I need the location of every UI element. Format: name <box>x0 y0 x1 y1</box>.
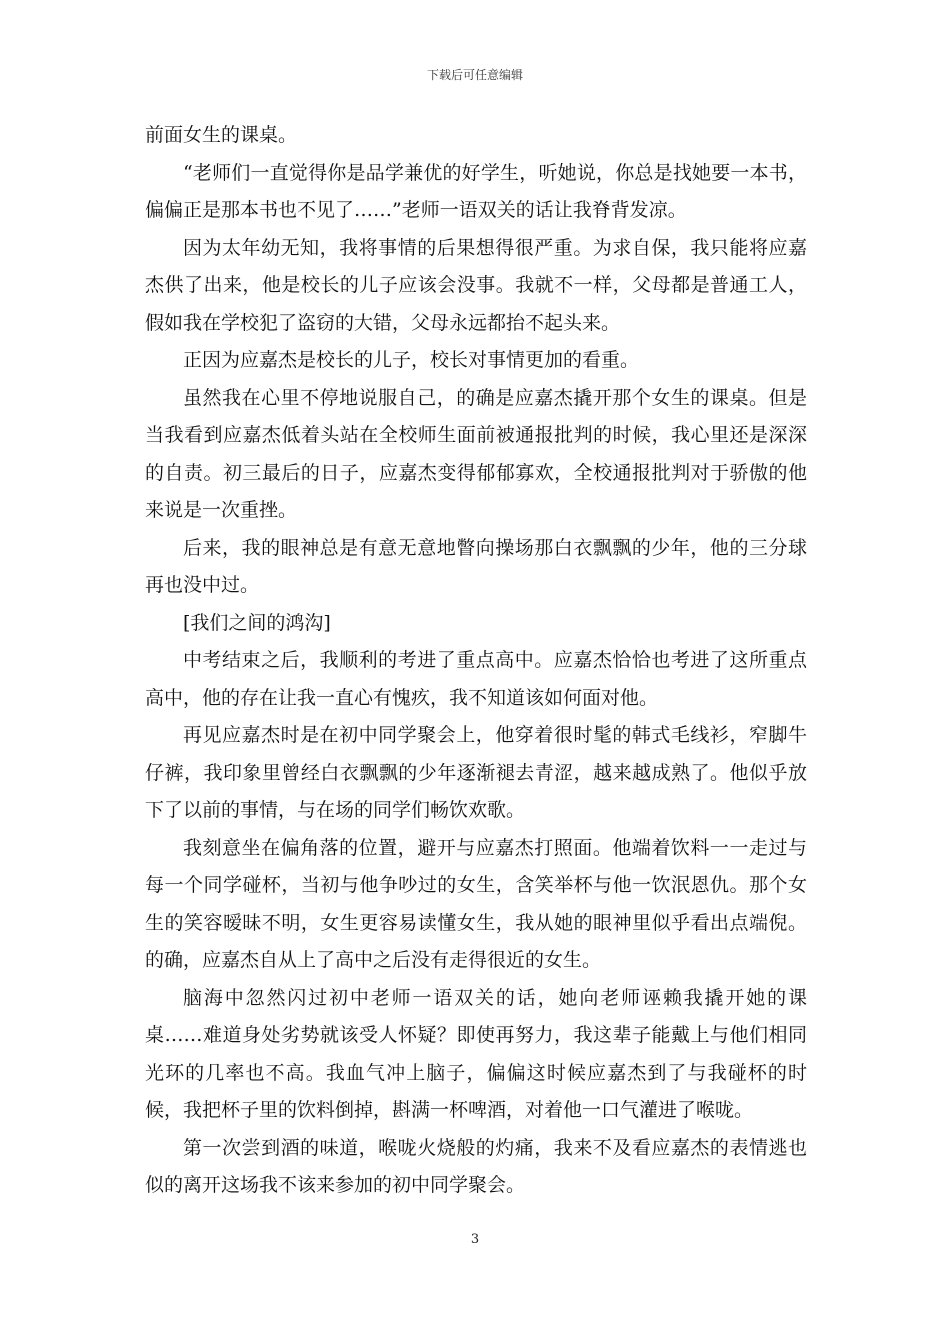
paragraph-1: 前面女生的课桌。 <box>145 124 298 146</box>
document-body <box>145 117 807 1205</box>
paragraph-10: 我刻意坐在偏角落的位置，避开与应嘉杰打照面。他端着饮料一一走过与每一个同学碰杯，当初与他争吵过的女生，含笑举杯与他一饮泯恩仇。那个女生的笑容暧昧不明，女生更容易读懂女生，我从她的眼神里似乎看出点端倪。的确，应嘉杰自从上了高中之后没有走得很近的女生。 <box>145 836 807 971</box>
section-heading: [我们之间的鸿沟] <box>183 611 331 634</box>
page-header: 下载后可任意编辑 <box>426 68 523 82</box>
paragraph-11: 脑海中忽然闪过初中老师一语双关的话，她向老师诬赖我撬开她的课桌……难道身处劣势就该受人怀疑？即使再努力，我这辈子能戴上与他们相同光环的几率也不高。我血气冲上脑子，偏偏这时候应嘉杰到了与我碰杯的时候，我把杯子里的饮料倒掉，斟满一杯啤酒，对着他一口气灌进了喉咙。 <box>145 986 807 1121</box>
paragraph-5: 虽然我在心里不停地说服自己，的确是应嘉杰撬开那个女生的课桌。但是当我看到应嘉杰低着头站在全校师生面前被通报批判的时候，我心里还是深深的自责。初三最后的日子，应嘉杰变得郁郁寡欢，全校通报批判对于骄傲的他来说是一次重挫。 <box>145 386 807 521</box>
paragraph-6: 后来，我的眼神总是有意无意地瞥向操场那白衣飘飘的少年，他的三分球再也没中过。 <box>145 536 807 596</box>
paragraph-2: “老师们一直觉得你是品学兼优的好学生，听她说，你总是找她要一本书，偏偏正是那本书也不见了……”老师一语双关的话让我脊背发凉。 <box>145 161 807 221</box>
paragraph-12: 第一次尝到酒的味道，喉咙火烧般的灼痛，我来不及看应嘉杰的表情逃也似的离开这场我不该来参加的初中同学聚会。 <box>145 1136 807 1196</box>
paragraph-3: 因为太年幼无知，我将事情的后果想得很严重。为求自保，我只能将应嘉杰供了出来，他是校长的儿子应该会没事。我就不一样，父母都是普通工人，假如我在学校犯了盗窃的大错，父母永远都抬不起头来。 <box>145 236 807 334</box>
paragraph-9: 再见应嘉杰时是在初中同学聚会上，他穿着很时髦的韩式毛线衫，窄脚牛仔裤，我印象里曾经白衣飘飘的少年逐渐褪去青涩，越来越成熟了。他似乎放下了以前的事情，与在场的同学们畅饮欢歌。 <box>145 724 807 821</box>
page-number: 3 <box>470 1232 480 1247</box>
paragraph-8: 中考结束之后，我顺利的考进了重点高中。应嘉杰恰恰也考进了这所重点高中，他的存在让我一直心有愧疚，我不知道该如何面对他。 <box>145 649 807 709</box>
paragraph-4: 正因为应嘉杰是校长的儿子，校长对事情更加的看重。 <box>183 349 640 371</box>
